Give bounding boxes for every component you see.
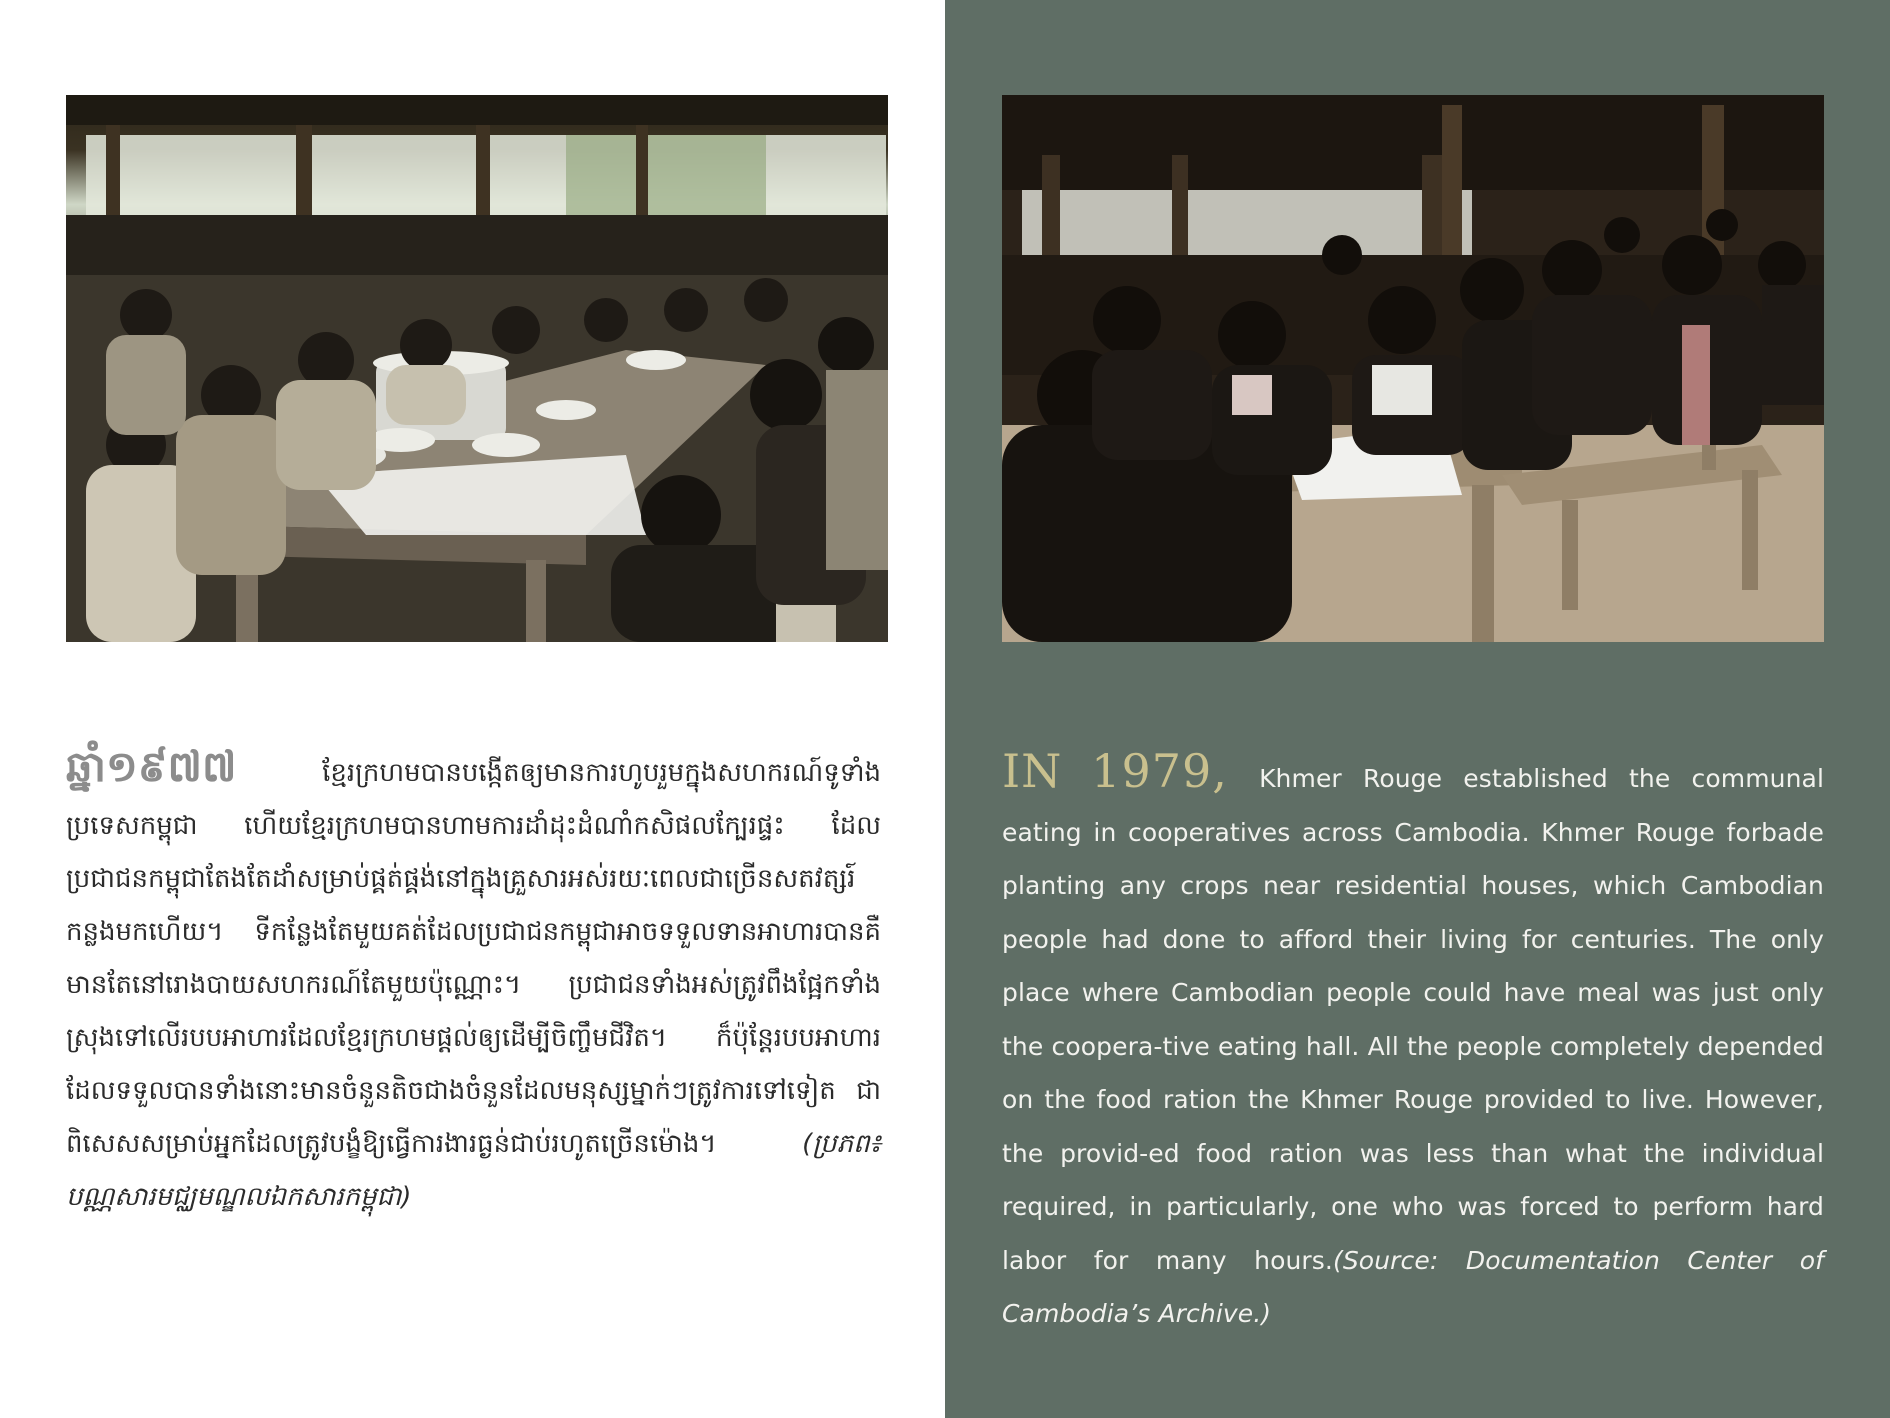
photo-girls-drawing [1002,95,1824,642]
khmer-description [66,740,881,1224]
photo-boys-drawing [66,95,888,642]
khmer-source: (ប្រភព៖ បណ្ណសារមជ្ឈមណ្ឌលឯកសារកម្ពុជា) [66,1129,881,1212]
right-panel [945,0,1890,1418]
photo-girls-communal-eating [1002,95,1824,642]
khmer-body: ខ្មែរក្រហមបានបង្កើតឲ្យមានការហូបរួមក្នុងសហករណ៍ទូទាំងប្រទេសកម្ពុជា ហើយខ្មែរក្រហមបានហាមការដាំដុះដំណាំកសិផលក្បែរផ្ទះ ដែលប្រជាជនកម្ពុជាតែងតែដាំសម្រាប់ផ្គត់ផ្គង់នៅក្នុងគ្រួសារអស់រយៈពេលជាច្រើនសតវត្សរ៍កន្លងមកហើយ។ ទីកន្លែងតែមួយគត់ដែលប្រជាជនកម្ពុជាអាចទទួលទានអាហារបានគឺមានតែនៅរោងបាយសហករណ៍តែមួយប៉ុណ្ណោះ។ ប្រជាជនទាំងអស់ត្រូវពឹងផ្អែកទាំងស្រុងទៅលើរបបអាហារដែលខ្មែរក្រហមផ្តល់ឲ្យដើម្បីចិញ្ចឹមជីវិត។ ក៏ប៉ុន្តែរបបអាហារដែលទទួលបានទាំងនោះមានចំនួនតិចជាងចំនួនដែលមនុស្សម្នាក់ៗត្រូវការទៅទៀត ជាពិសេសសម្រាប់អ្នកដែលត្រូវបង្ខំឱ្យធ្វើការងារធ្ងន់ជាប់រហូតច្រើនម៉ោង។ [66,758,881,1159]
english-description [1002,745,1824,1341]
english-year: IN 1979, [1002,744,1228,798]
english-source: (Source: Documentation Center of Cambodia’s Archive.) [1002,1245,1824,1328]
khmer-year: ឆ្នាំ១៩៧៧ [66,742,237,791]
english-body: Khmer Rouge established the communal eating in cooperatives across Cambodia. Khmer Rouge forbade planting any crops near residential houses, which Cambodian people had done to afford their living for centuries. The only place where Cambodian people could have meal was just only the coopera-tive eating hall. All the people completely depended on the food ration the Khmer Rouge provided to live. However, the provid-ed food ration was less than what the individual required, in particularly, one who was forced to perform hard labor for many hours. [1002,764,1825,1275]
photo-boys-communal-eating [66,95,888,642]
